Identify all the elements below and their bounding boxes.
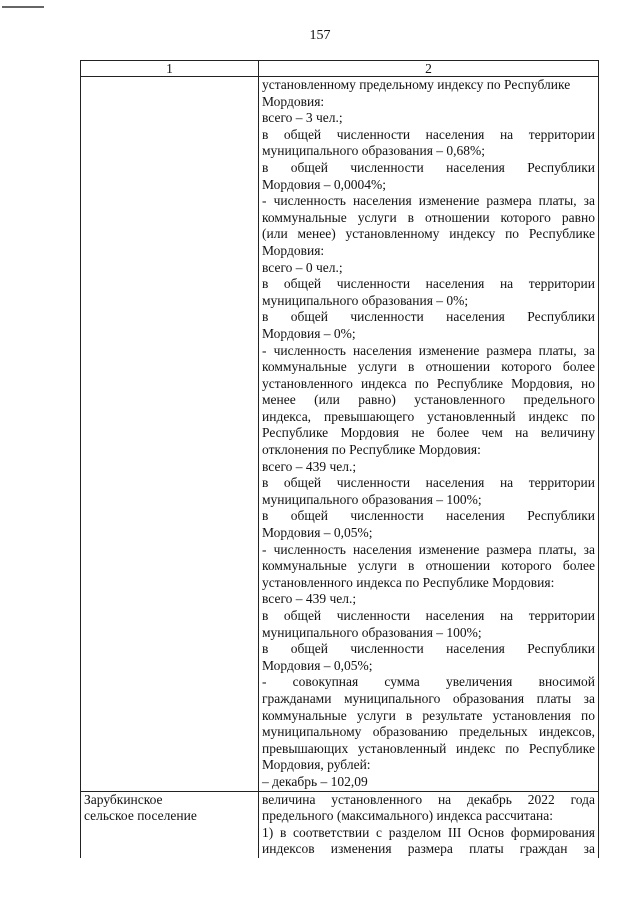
text-line: в общей численности населения Республики (262, 309, 595, 325)
text-line: Мордовия: (262, 93, 325, 109)
text-line: в общей численности населения на территории (262, 608, 595, 623)
text-line: индексов изменения размера платы граждан за (262, 841, 595, 857)
municipality-name-line: сельское поселение (84, 808, 197, 824)
text-line: муниципального образования – 0%; (262, 292, 469, 308)
text-line: всего – 439 чел.; (262, 458, 357, 474)
text-line: Мордовия – 0,05%; (262, 657, 373, 673)
text-line: величина установленного на декабрь 2022 года (262, 791, 595, 807)
text-line: – декабрь – 102,09 (262, 773, 368, 789)
document-table (80, 60, 599, 858)
description-cell (259, 791, 599, 858)
text-line: муниципального образования – 100%; (262, 491, 482, 507)
text-line: муниципального образования – 0,68%; (262, 143, 486, 159)
text-line: всего – 439 чел.; (262, 591, 357, 607)
text-line: в общей численности населения Республики (262, 641, 595, 657)
text-line: отклонения по Республике Мордовия: (262, 442, 481, 458)
text-line: - численность населения изменение размера платы, за (262, 193, 595, 209)
text-line: в общей численности населения на территории (262, 126, 595, 142)
description-cell (259, 77, 599, 792)
text-line: в общей численности населения на территории (262, 276, 595, 292)
text-line: всего – 0 чел.; (262, 259, 343, 275)
column-header-2: 2 (259, 61, 599, 77)
corner-mark (2, 6, 44, 8)
text-line: коммунальные услуги в отношении которого более (262, 359, 595, 375)
text-line: - численность населения изменение размера платы, за (262, 342, 595, 358)
text-line: установленному предельному индексу по Республике (262, 77, 571, 92)
text-line: в общей численности населения Республики (262, 508, 595, 524)
text-line: в общей численности населения Республики (262, 159, 595, 175)
text-line: муниципального образования – 100%; (262, 624, 482, 640)
municipality-cell (81, 77, 259, 792)
text-line: предельного (максимального) индекса рассчитана: (262, 808, 554, 824)
text-line: Мордовия – 0,05%; (262, 525, 373, 541)
table-row (81, 791, 599, 858)
text-line: Мордовия – 0,0004%; (262, 176, 387, 192)
text-line: менее (или равно) установленного предельного (262, 392, 595, 408)
text-line: коммунальные услуги в отношении которого более (262, 558, 595, 574)
text-line: муниципальному образованию предельных индексов, (262, 724, 595, 740)
text-line: 1) в соответствии с разделом III Основ формирования (262, 824, 595, 840)
text-line: всего – 3 чел.; (262, 110, 343, 126)
text-line: коммунальные услуги в результате установления по (262, 707, 595, 723)
text-line: гражданами муниципального образования платы за (262, 690, 595, 706)
text-line: Мордовия – 0%; (262, 325, 356, 341)
text-line: индекса, превышающего установленный индекс по (262, 408, 595, 424)
column-header-1: 1 (81, 61, 259, 77)
page-number: 157 (309, 28, 331, 43)
text-line: Мордовия, рублей: (262, 757, 371, 773)
text-line: Республике Мордовия не более чем на величину (262, 425, 595, 441)
municipality-name-line: Зарубкинское (84, 791, 163, 807)
table-row (81, 77, 599, 792)
text-line: превышающих установленный индекс по Республике (262, 740, 595, 756)
table-header-row (81, 61, 599, 77)
text-line: в общей численности населения на территории (262, 475, 595, 491)
text-line: - численность населения изменение размера платы, за (262, 541, 595, 557)
text-line: установленного индекса по Республике Мордовия, но (262, 375, 595, 391)
text-line: Мордовия: (262, 242, 325, 258)
text-line: (или менее) установленному индексу по Республике (262, 226, 595, 242)
text-line: установленного индекса по Республике Мордовия: (262, 574, 555, 590)
municipality-cell (81, 791, 259, 858)
text-line: - совокупная сумма увеличения вносимой (262, 674, 595, 690)
text-line: коммунальные услуги в отношении которого равно (262, 209, 595, 225)
